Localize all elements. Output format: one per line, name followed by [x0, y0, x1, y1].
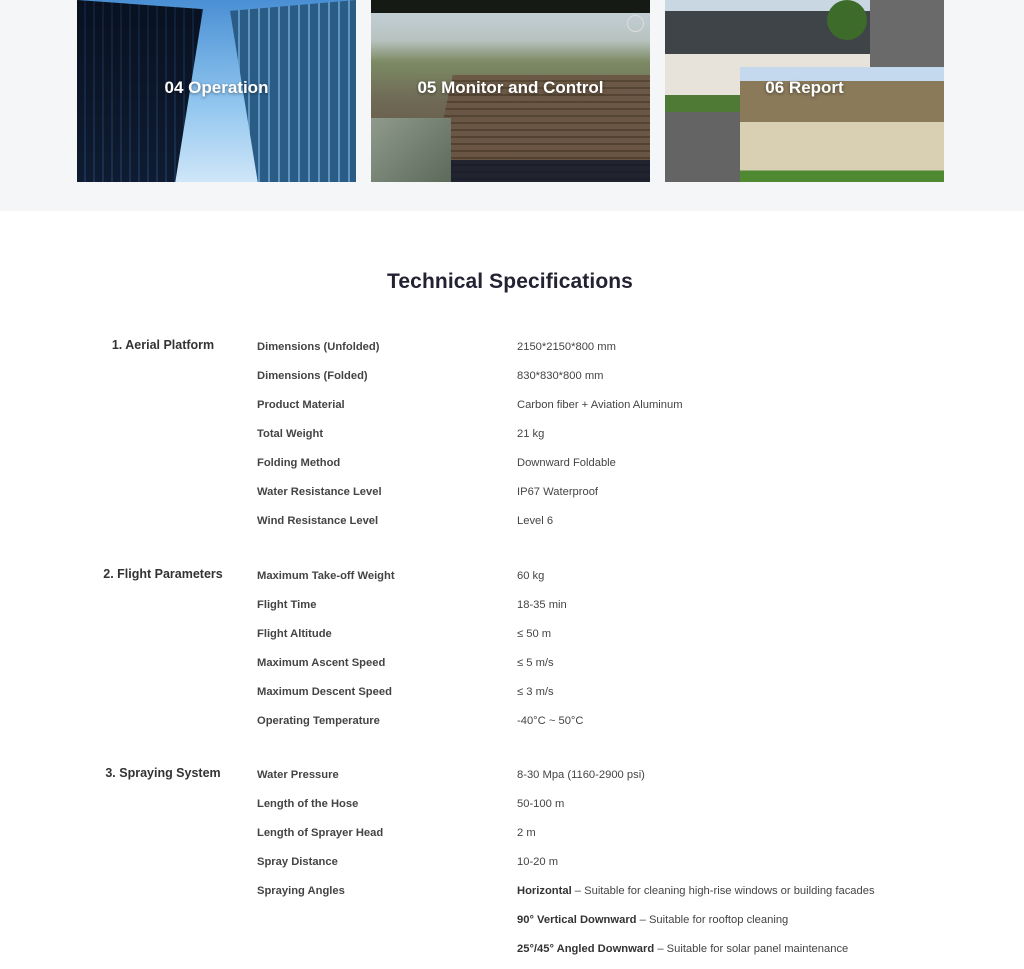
spec-label: Maximum Take-off Weight	[257, 570, 395, 582]
gallery-card-operation[interactable]	[77, 0, 356, 182]
spec-label: Dimensions (Folded)	[257, 370, 368, 382]
spec-label: Maximum Descent Speed	[257, 686, 392, 698]
spec-value: Level 6	[517, 515, 554, 527]
angle-description: – Suitable for rooftop cleaning	[636, 914, 789, 926]
spec-value-angle-vertical	[517, 914, 788, 926]
section-title: Technical Specifications	[387, 270, 633, 293]
spec-value: ≤ 3 m/s	[517, 686, 554, 698]
gallery-card-title: 05 Monitor and Control	[417, 78, 604, 97]
spec-label: Spraying Angles	[257, 885, 345, 897]
spec-value-angle-horizontal	[517, 885, 875, 897]
spec-label: Total Weight	[257, 428, 324, 440]
angle-description: – Suitable for solar panel maintenance	[654, 943, 849, 955]
spec-value: 50-100 m	[517, 798, 565, 810]
spec-label: Water Pressure	[257, 769, 339, 781]
spec-value: 60 kg	[517, 570, 545, 582]
spec-value: IP67 Waterproof	[517, 486, 599, 498]
spec-value: 18-35 min	[517, 599, 567, 611]
gallery-card-title: 04 Operation	[164, 78, 269, 97]
spec-value: -40°C ~ 50°C	[517, 715, 584, 727]
gallery-card-report[interactable]	[665, 0, 944, 182]
spec-label: Operating Temperature	[257, 715, 380, 727]
camera-status-bar	[371, 0, 650, 13]
spec-value: 830*830*800 mm	[517, 370, 604, 382]
angle-name: Horizontal	[517, 885, 572, 897]
gallery-card-title: 06 Report	[765, 78, 844, 97]
spec-value: ≤ 50 m	[517, 628, 552, 640]
spec-label: Water Resistance Level	[257, 486, 382, 498]
spec-label: Maximum Ascent Speed	[257, 657, 386, 669]
image-placeholder	[665, 112, 740, 182]
autopilot-icon	[627, 15, 644, 32]
spec-label: Wind Resistance Level	[257, 515, 379, 527]
spec-category-aerial-platform: 1. Aerial Platform	[111, 338, 215, 352]
spec-category-spraying-system: 3. Spraying System	[105, 766, 221, 780]
spec-label: Flight Altitude	[257, 628, 332, 640]
spec-value: ≤ 5 m/s	[517, 657, 554, 669]
spec-value: 8-30 Mpa (1160-2900 psi)	[517, 769, 645, 781]
spec-value: 10-20 m	[517, 856, 559, 868]
spec-value: Downward Foldable	[517, 457, 616, 469]
spec-value-angle-angled	[517, 943, 848, 955]
spec-label: Length of the Hose	[257, 798, 359, 810]
spec-label: Flight Time	[257, 599, 317, 611]
angle-name: 90° Vertical Downward	[517, 914, 637, 926]
tree-image	[827, 0, 867, 40]
spec-value: 2 m	[517, 827, 536, 839]
gallery-card-monitor-control[interactable]	[371, 0, 650, 182]
spec-value: 21 kg	[517, 428, 545, 440]
spec-label: Length of Sprayer Head	[257, 827, 384, 839]
spec-label: Spray Distance	[257, 856, 338, 868]
telemetry-panel	[451, 160, 650, 182]
spec-label: Dimensions (Unfolded)	[257, 341, 380, 353]
spec-value: Carbon fiber + Aviation Aluminum	[517, 399, 683, 411]
spec-value: 2150*2150*800 mm	[517, 341, 616, 353]
minimap-image	[371, 118, 451, 182]
angle-name: 25°/45° Angled Downward	[517, 943, 655, 955]
spec-label: Product Material	[257, 399, 345, 411]
angle-description: – Suitable for cleaning high-rise windows or building facades	[571, 885, 875, 897]
spec-label: Folding Method	[257, 457, 341, 469]
spec-category-flight-parameters: 2. Flight Parameters	[103, 567, 223, 581]
